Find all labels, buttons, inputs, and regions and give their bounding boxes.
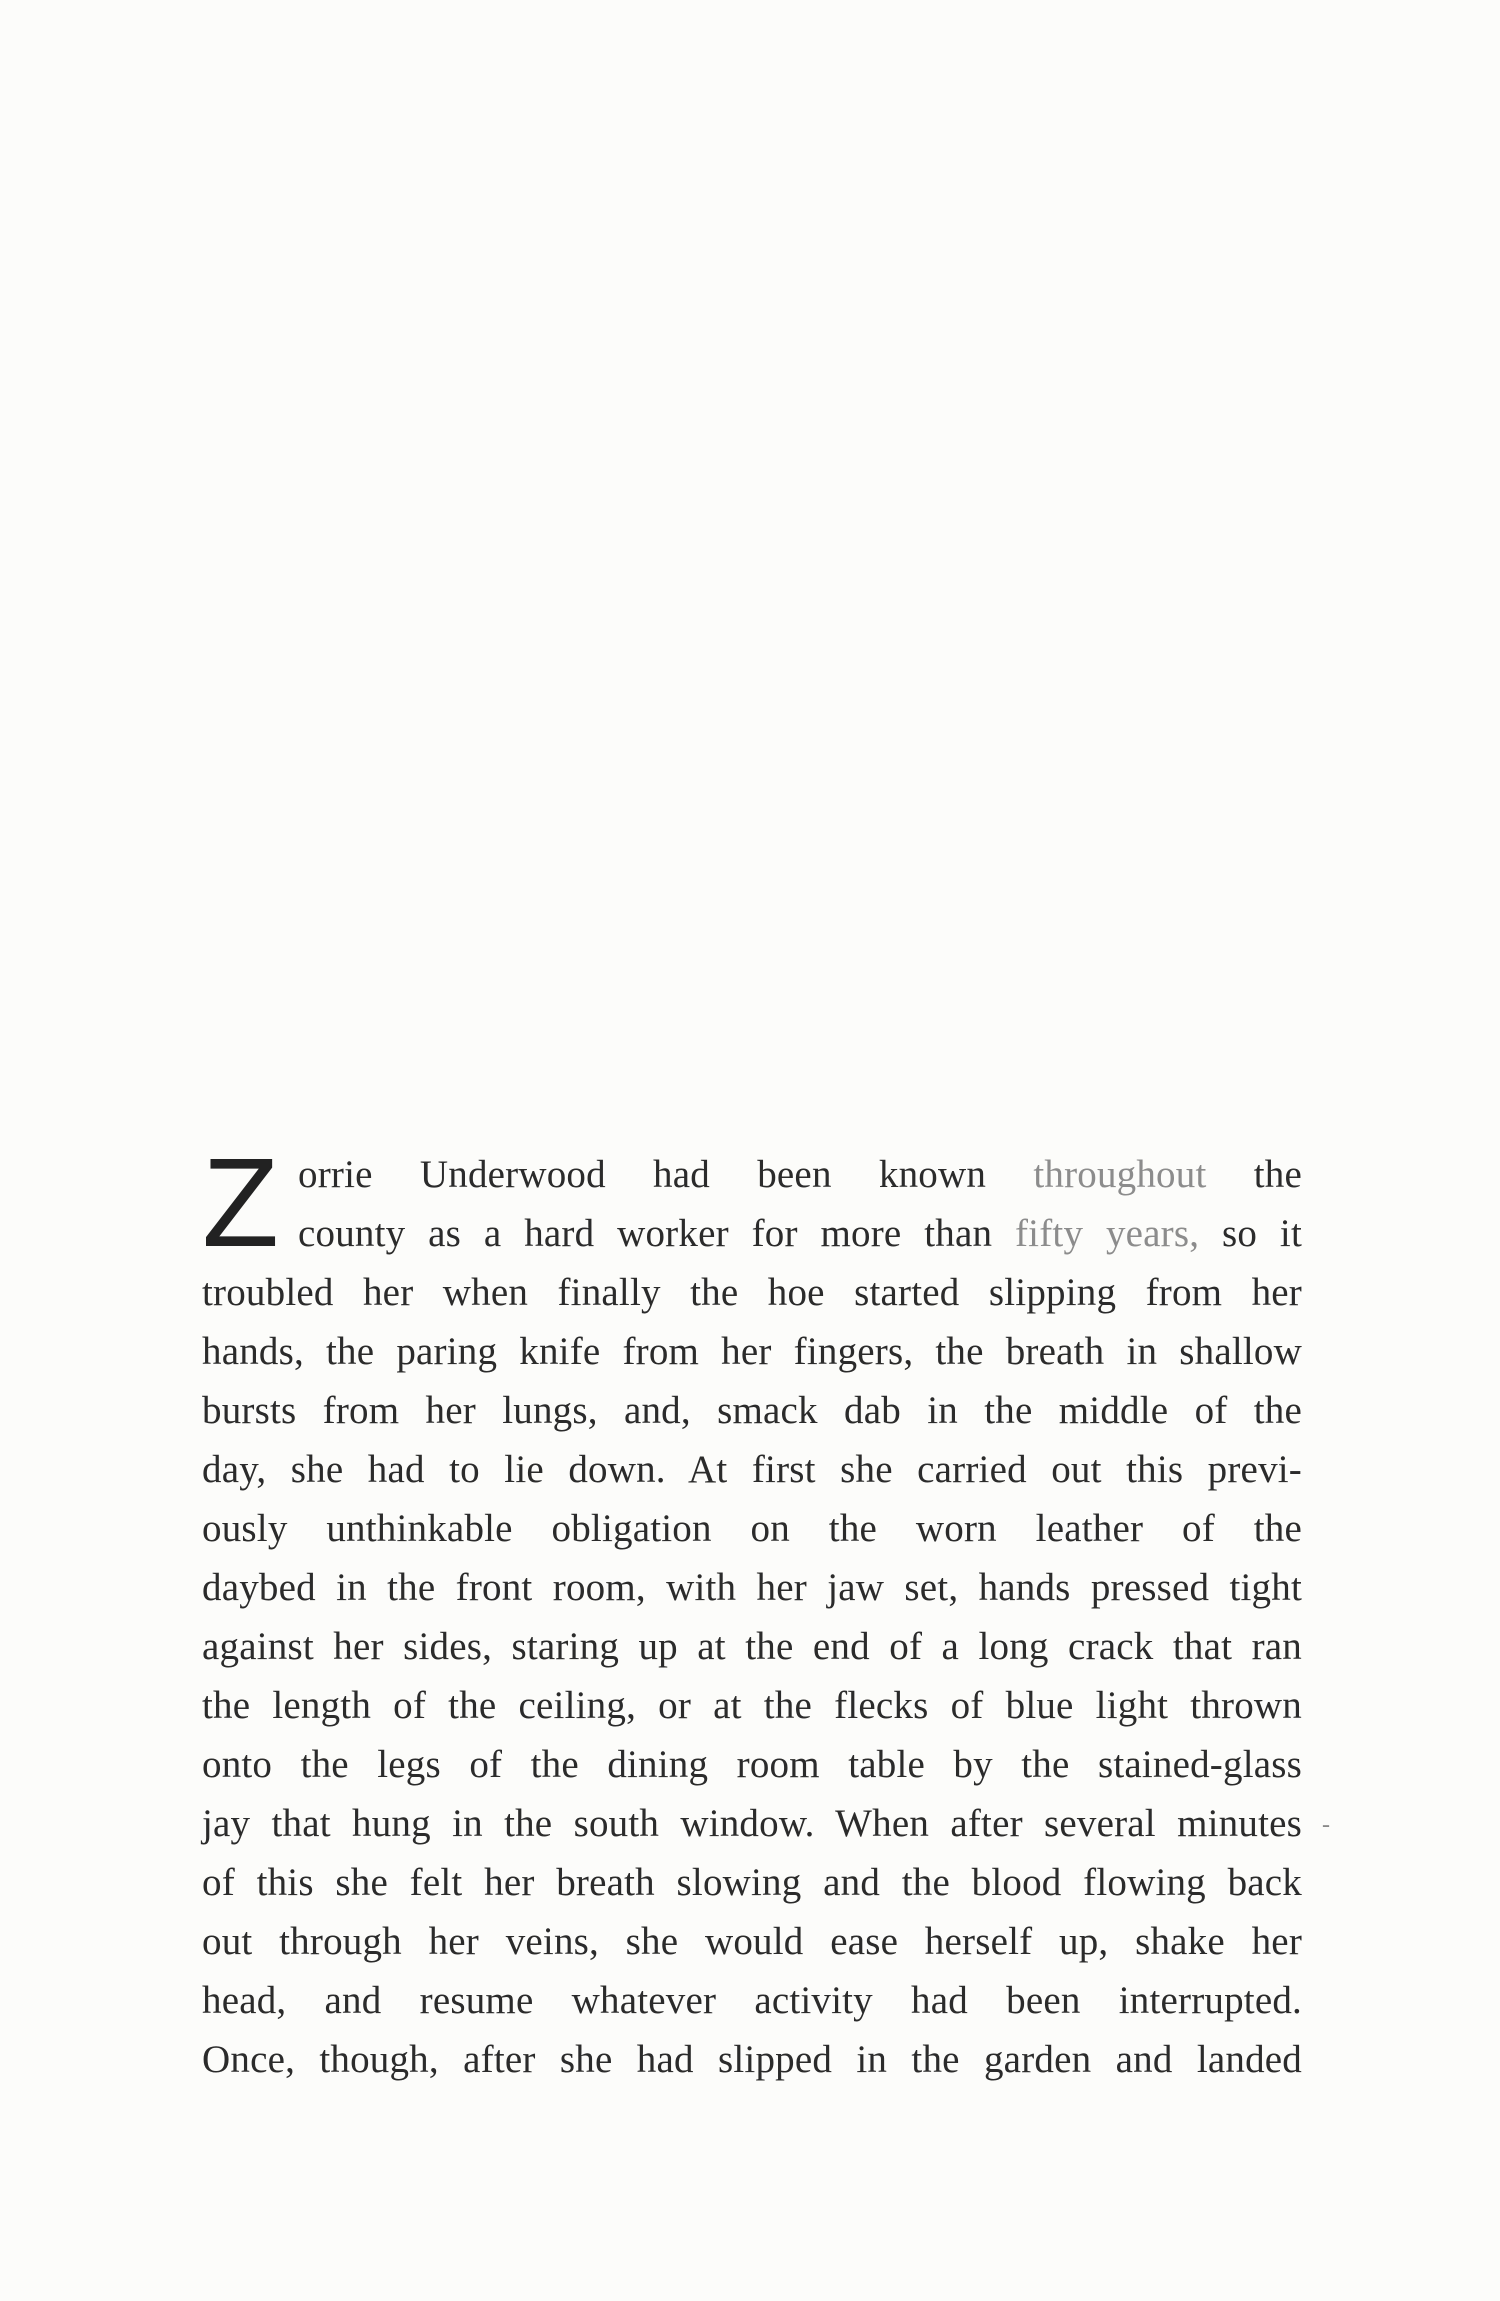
text-line-2-faded: fifty years, bbox=[1015, 1212, 1200, 1255]
text-line-1-start: orrie Underwood had been known bbox=[298, 1153, 1034, 1196]
text-line-7: ously unthinkable obligation on the worn leather of the bbox=[202, 1507, 1302, 1550]
text-line-3: troubled her when finally the hoe started slipping from her bbox=[202, 1271, 1302, 1314]
text-line-1 bbox=[202, 1145, 1302, 1204]
text-line-2-end: so it bbox=[1199, 1212, 1302, 1255]
text-line-1-faded: throughout bbox=[1033, 1153, 1207, 1196]
text-line-1-end: the bbox=[1206, 1153, 1303, 1196]
text-line-11: onto the legs of the dining room table by the stained-glass bbox=[202, 1743, 1302, 1786]
text-line-4: hands, the paring knife from her fingers, the breath in shallow bbox=[202, 1330, 1302, 1373]
text-line-16: Once, though, after she had slipped in the garden and landed bbox=[202, 2038, 1302, 2081]
text-line-2 bbox=[202, 1204, 1302, 1263]
text-line-13: of this she felt her breath slowing and the blood flowing back bbox=[202, 1861, 1302, 1904]
text-line-12: jay that hung in the south window. When after several minutes bbox=[202, 1802, 1302, 1845]
drop-cap-letter: Z bbox=[202, 1132, 279, 1273]
margin-mark: - bbox=[1322, 1812, 1330, 1838]
text-line-14: out through her veins, she would ease herself up, shake her bbox=[202, 1920, 1302, 1963]
text-line-15: head, and resume whatever activity had been interrupted. bbox=[202, 1979, 1302, 2022]
text-line-2-start: county as a hard worker for more than bbox=[298, 1212, 1015, 1255]
text-line-10: the length of the ceiling, or at the flecks of blue light thrown bbox=[202, 1684, 1302, 1727]
text-line-5: bursts from her lungs, and, smack dab in the middle of the bbox=[202, 1389, 1302, 1432]
text-line-8: daybed in the front room, with her jaw set, hands pressed tight bbox=[202, 1566, 1302, 1609]
text-line-6: day, she had to lie down. At first she carried out this previ- bbox=[202, 1448, 1302, 1491]
body-paragraph bbox=[202, 1132, 1303, 2089]
text-line-9: against her sides, staring up at the end of a long crack that ran bbox=[202, 1625, 1302, 1668]
